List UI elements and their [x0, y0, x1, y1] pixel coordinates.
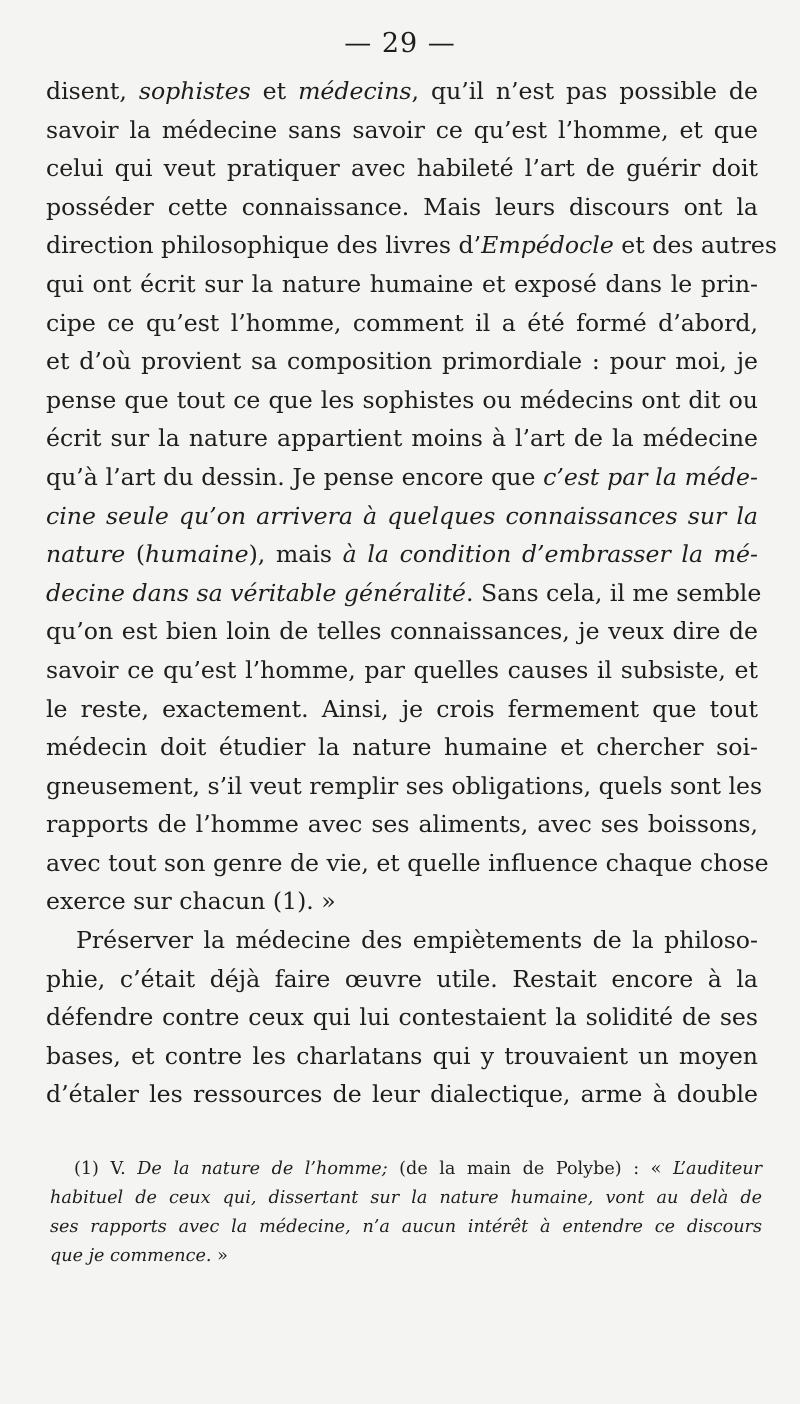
footnote-line [50, 1213, 762, 1242]
body-italic-text: nature [46, 540, 126, 569]
footnote-italic-text: De la nature de l’homme; [137, 1159, 388, 1179]
footnote-text: (1) V. [74, 1159, 138, 1179]
body-line [46, 497, 758, 536]
footnote-italic-text: L’auditeur [673, 1159, 762, 1179]
footnote-line [50, 1242, 762, 1271]
body-text: et des autres [613, 231, 778, 260]
body-italic-text: decine dans sa véritable généralité [46, 578, 467, 607]
body-text: qu’on est bien loin de telles connaissances, je veux dire de [46, 617, 758, 646]
body-line [46, 304, 758, 343]
body-line [46, 612, 758, 651]
body-line [46, 882, 758, 921]
body-text: , qu’il n’est pas possible de [411, 77, 758, 105]
body-text: disent, [46, 77, 139, 105]
body-italic-text: cine seule qu’on arrivera à quelques connaissances sur la [46, 501, 758, 530]
body-text: qui ont écrit sur la nature humaine et exposé dans le prin- [46, 269, 758, 298]
body-text: défendre contre ceux qui lui contestaient la solidité de ses [46, 1003, 758, 1032]
footnote-italic-text: ses rapports avec la médecine, n’a aucun intérêt à entendre ce discours [50, 1217, 762, 1237]
body-text: phie, c’était déjà faire œuvre utile. Restait encore à la [46, 964, 758, 993]
body-text: bases, et contre les charlatans qui y trouvaient un moyen [46, 1041, 758, 1070]
body-text: . Sans cela, il me semble [466, 578, 762, 607]
body-line [46, 651, 758, 690]
body-text: rapports de l’homme avec ses aliments, avec ses boissons, [46, 810, 758, 839]
footnote-italic-text: habituel de ceux qui, dissertant sur la nature humaine, vont au delà de [50, 1188, 762, 1208]
page-number: — 29 — [344, 28, 456, 59]
body-line [46, 535, 758, 574]
body-line [46, 844, 769, 883]
body-text: qu’à l’art du dessin. Je pense encore que [46, 462, 544, 491]
body-text: avec tout son genre de vie, et quelle influence chaque chose [46, 848, 769, 877]
body-line [46, 998, 758, 1037]
body-line [46, 149, 758, 188]
body-line [46, 767, 763, 806]
body-text: cipe ce qu’est l’homme, comment il a été formé d’abord, [46, 308, 758, 337]
body-line [46, 805, 758, 844]
body-line [46, 458, 758, 497]
body-italic-text: Empédocle [481, 231, 614, 260]
footnote-line [50, 1184, 762, 1213]
body-text: Préserver la médecine des empiètements de la philoso- [76, 926, 758, 955]
body-text: savoir la médecine sans savoir ce qu’est l’homme, et que [46, 115, 758, 144]
body-italic-text: à la condition d’embrasser la mé- [342, 540, 758, 569]
footnote-line [50, 1155, 762, 1184]
body-line [46, 574, 762, 613]
body-text: pense que tout ce que les sophistes ou médecins ont dit ou [46, 385, 758, 414]
body-text: gneusement, s’il veut remplir ses obligations, quels sont les [46, 771, 763, 800]
body-text: ( [125, 540, 146, 569]
footnote-italic-text: que je commence. [50, 1246, 212, 1266]
body-line [46, 226, 778, 265]
body-line [46, 1037, 758, 1076]
body-text: celui qui veut pratiquer avec habileté l’art de guérir doit [46, 154, 758, 183]
body-italic-text: c’est par la méde- [543, 462, 758, 491]
body-line [46, 728, 758, 767]
body-line [46, 921, 758, 960]
footnote [50, 1155, 762, 1271]
body-text: écrit sur la nature appartient moins à l’art de la médecine [46, 424, 758, 453]
body-line [46, 690, 758, 729]
body-italic-text: sophistes [138, 77, 251, 105]
body-line [46, 1075, 758, 1114]
body-italic-text: humaine [145, 540, 249, 569]
body-text: et [250, 77, 299, 105]
body-line [46, 419, 758, 458]
footnote-text: (de la main de Polybe) : « [387, 1159, 673, 1179]
body-text: savoir ce qu’est l’homme, par quelles causes il subsiste, et [46, 655, 758, 684]
body-text: direction philosophique des livres d’ [46, 231, 482, 260]
body-text: posséder cette connaissance. Mais leurs discours ont la [46, 192, 758, 221]
body-text: et d’où provient sa composition primordiale : pour moi, je [46, 347, 758, 376]
body-line [46, 342, 758, 381]
body-text: le reste, exactement. Ainsi, je crois fermement que tout [46, 694, 758, 723]
body-text: exerce sur chacun (1). » [46, 887, 336, 916]
body-text: médecin doit étudier la nature humaine et chercher soi- [46, 733, 758, 762]
body-text [46, 72, 778, 1114]
body-line [46, 111, 758, 150]
body-line [46, 188, 758, 227]
footnote-text: » [211, 1246, 228, 1266]
body-line [46, 381, 758, 420]
body-line [46, 72, 758, 111]
body-italic-text: médecins [298, 77, 412, 105]
body-text: ), mais [248, 540, 343, 569]
body-line [46, 960, 758, 999]
body-text: d’étaler les ressources de leur dialectique, arme à double [46, 1080, 758, 1109]
body-line [46, 265, 758, 304]
